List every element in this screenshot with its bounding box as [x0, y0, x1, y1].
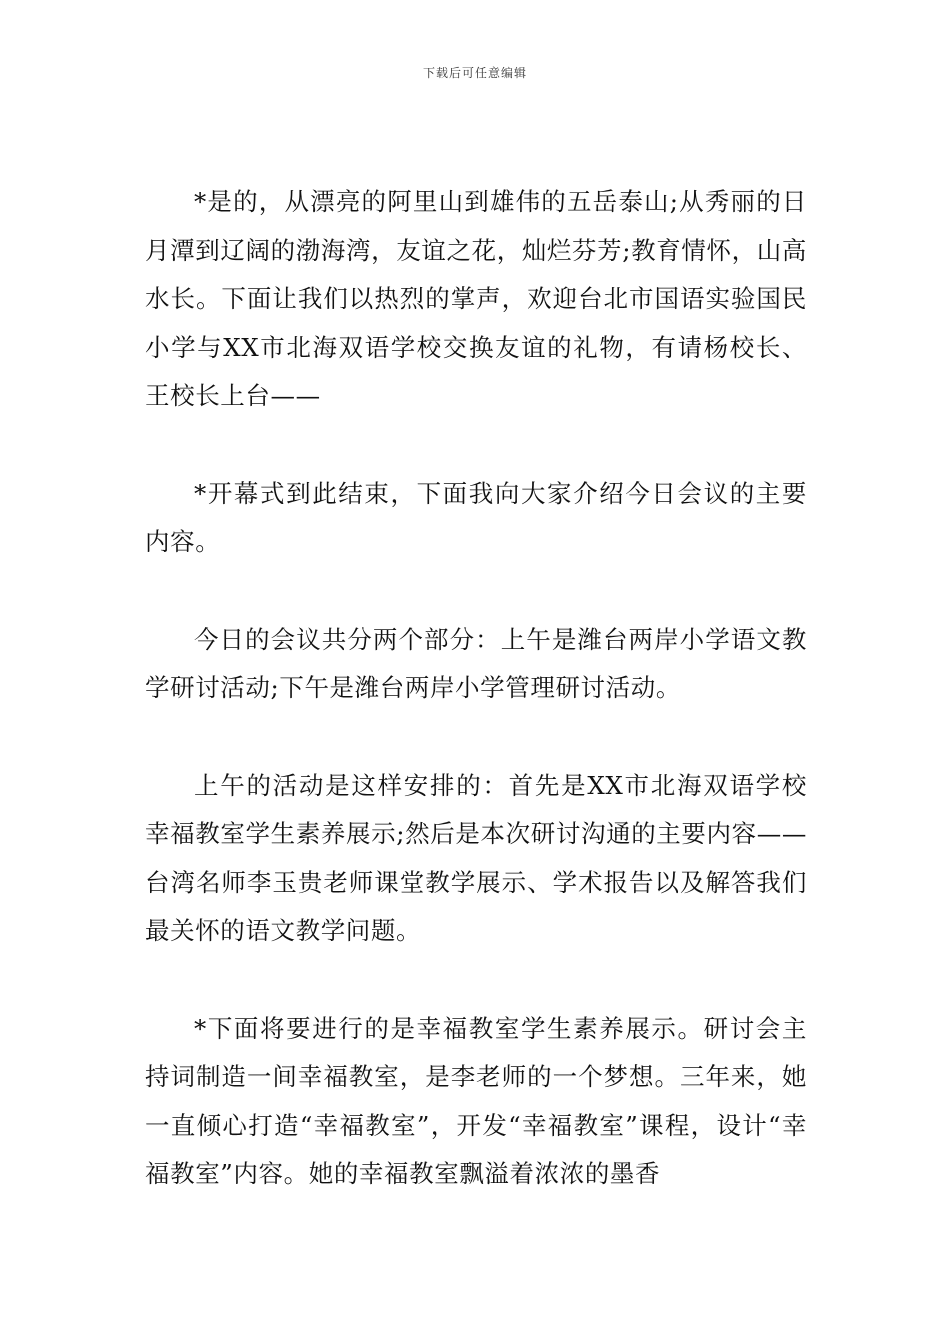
header-note: 下载后可任意编辑 — [422, 66, 527, 80]
paragraph-1: *是的，从漂亮的阿里山到雄伟的五岳泰山;从秀丽的日月潭到辽阔的渤海湾，友谊之花，灿烂芬芳;教育情怀，山高水长。下面让我们以热烈的掌声，欢迎台北市国语实验国民小学与XX市北海双语学校交换友谊的礼物，有请杨校长、王校长上台—— — [145, 187, 807, 410]
paragraph-2: *开幕式到此结束，下面我向大家介绍今日会议的主要内容。 — [145, 478, 807, 556]
paragraph-5: *下面将要进行的是幸福教室学生素养展示。研讨会主持词制造一间幸福教室，是李老师的一个梦想。三年来，她一直倾心打造“幸福教室”，开发“幸福教室”课程，设计“幸福教室”内容。她的幸福教室飘溢着浓浓的墨香 — [145, 1013, 807, 1188]
document-body — [145, 178, 807, 1248]
paragraph-3: 今日的会议共分两个部分：上午是潍台两岸小学语文教学研讨活动;下午是潍台两岸小学管理研讨活动。 — [145, 624, 807, 702]
paragraph-4: 上午的活动是这样安排的：首先是XX市北海双语学校幸福教室学生素养展示;然后是本次研讨沟通的主要内容——台湾名师李玉贵老师课堂教学展示、学术报告以及解答我们最关怀的语文教学问题。 — [145, 770, 807, 945]
